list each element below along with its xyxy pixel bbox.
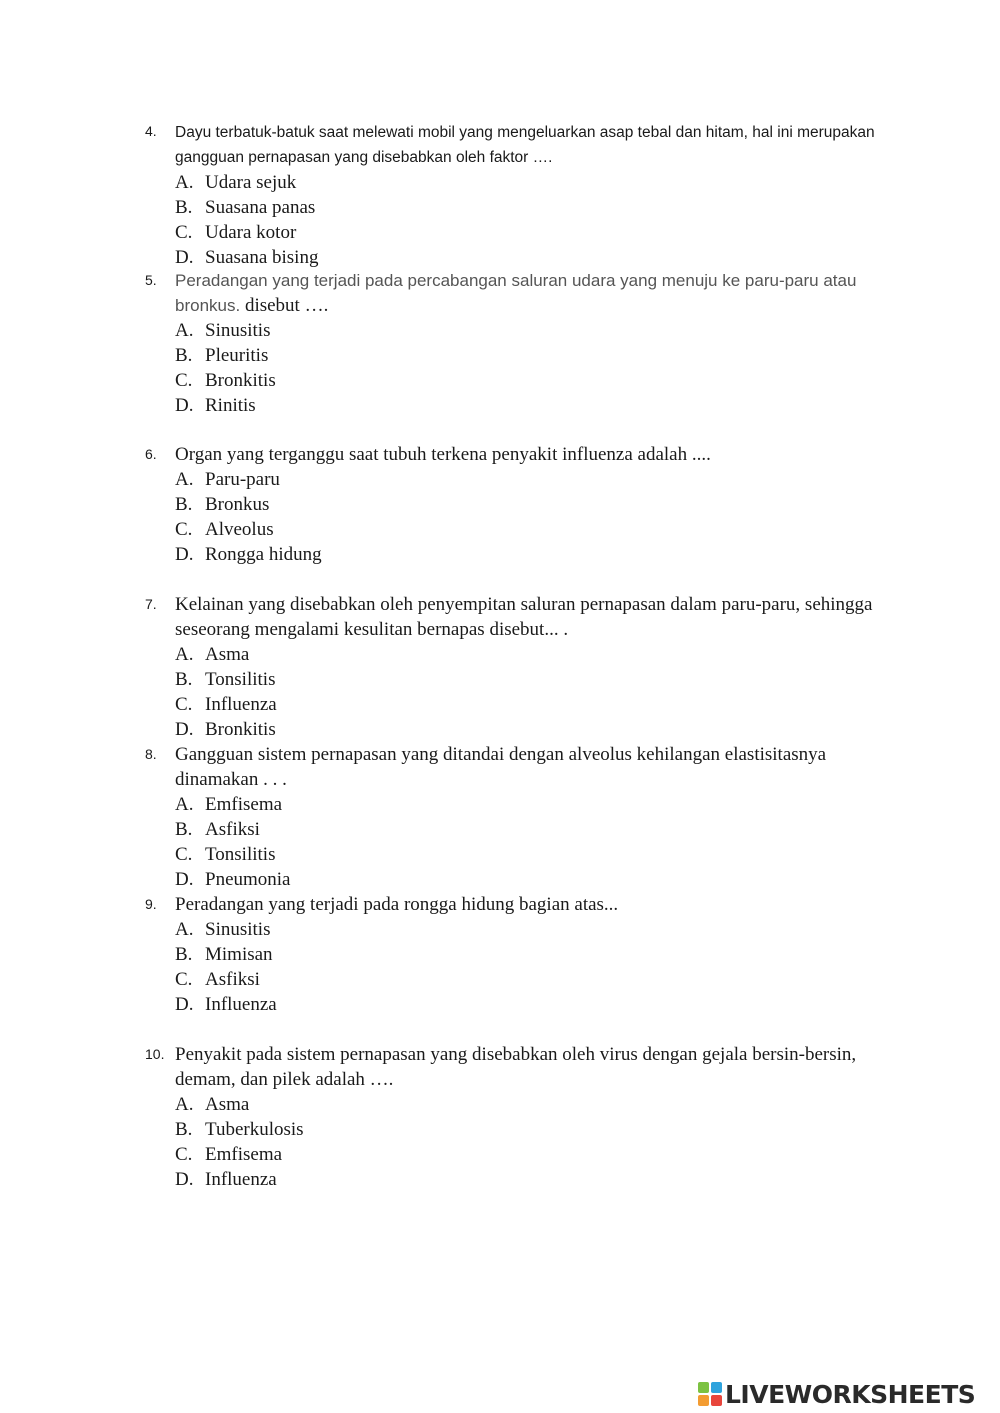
question-stem: Gangguan sistem pernapasan yang ditandai dengan alveolus kehilangan elastisitasnya dinamakan . . . — [175, 744, 827, 790]
option-d[interactable]: D. Rongga hidung — [175, 544, 322, 565]
option-a[interactable]: A. Paru-paru — [175, 469, 280, 490]
option-d[interactable]: D. Suasana bising — [175, 247, 319, 268]
option-b[interactable]: B. Bronkus — [175, 494, 270, 515]
question-number: 8. — [145, 746, 157, 762]
option-b[interactable]: B. Asfiksi — [175, 819, 260, 840]
option-c[interactable]: C. Udara kotor — [175, 222, 297, 243]
question-number: 4. — [145, 123, 157, 139]
liveworksheets-logo — [698, 1378, 975, 1410]
option-a[interactable]: A. Sinusitis — [175, 320, 271, 341]
option-d[interactable]: D. Rinitis — [175, 395, 256, 416]
question-number: 5. — [145, 272, 157, 288]
logo-text: LIVEWORKSHEETS — [725, 1379, 976, 1409]
question-stem: Kelainan yang disebabkan oleh penyempitan saluran pernapasan dalam paru-paru, sehingga seseorang mengalami kesulitan bernapas disebut... . — [175, 594, 873, 640]
option-b[interactable]: B. Tuberkulosis — [175, 1119, 304, 1140]
option-a[interactable]: A. Sinusitis — [175, 919, 271, 940]
option-b[interactable]: B. Tonsilitis — [175, 669, 276, 690]
question-9 — [145, 892, 885, 1017]
question-stem: Peradangan yang terjadi pada rongga hidung bagian atas... — [175, 894, 619, 915]
question-number: 10. — [145, 1046, 165, 1062]
option-d[interactable]: D. Bronkitis — [175, 719, 276, 740]
question-4 — [145, 120, 885, 270]
question-10 — [145, 1042, 885, 1192]
option-d[interactable]: D. Influenza — [175, 1169, 277, 1190]
option-c[interactable]: C. Bronkitis — [175, 370, 276, 391]
option-c[interactable]: C. Tonsilitis — [175, 844, 276, 865]
question-8 — [145, 742, 885, 892]
option-a[interactable]: A. Asma — [175, 644, 250, 665]
option-c[interactable]: C. Emfisema — [175, 1144, 283, 1165]
option-b[interactable]: B. Suasana panas — [175, 197, 316, 218]
question-stem: Organ yang terganggu saat tubuh terkena penyakit influenza adalah .... — [175, 444, 711, 465]
question-stem: Penyakit pada sistem pernapasan yang disebabkan oleh virus dengan gejala bersin-bersin, demam, dan pilek adalah …. — [175, 1044, 857, 1090]
option-c[interactable]: C. Alveolus — [175, 519, 274, 540]
question-stem: Dayu terbatuk-batuk saat melewati mobil yang mengeluarkan asap tebal dan hitam, hal ini merupakan gangguan pernapasan yang disebabkan oleh faktor …. — [175, 124, 875, 166]
question-6 — [145, 442, 885, 567]
option-b[interactable]: B. Mimisan — [175, 944, 273, 965]
option-a[interactable]: A. Emfisema — [175, 794, 283, 815]
option-c[interactable]: C. Influenza — [175, 694, 277, 715]
liveworksheets-logo-icon — [698, 1382, 722, 1406]
question-number: 9. — [145, 896, 157, 912]
question-number: 7. — [145, 596, 157, 612]
option-b[interactable]: B. Pleuritis — [175, 345, 269, 366]
question-stem: Peradangan yang terjadi pada percabangan saluran udara yang menuju ke paru-paru atau bronkus. disebut …. — [175, 271, 857, 316]
question-7 — [145, 592, 885, 742]
question-number: 6. — [145, 446, 157, 462]
option-a[interactable]: A. Asma — [175, 1094, 250, 1115]
option-d[interactable]: D. Influenza — [175, 994, 277, 1015]
option-d[interactable]: D. Pneumonia — [175, 869, 291, 890]
option-a[interactable]: A. Udara sejuk — [175, 172, 297, 193]
option-c[interactable]: C. Asfiksi — [175, 969, 260, 990]
question-5 — [145, 268, 885, 418]
